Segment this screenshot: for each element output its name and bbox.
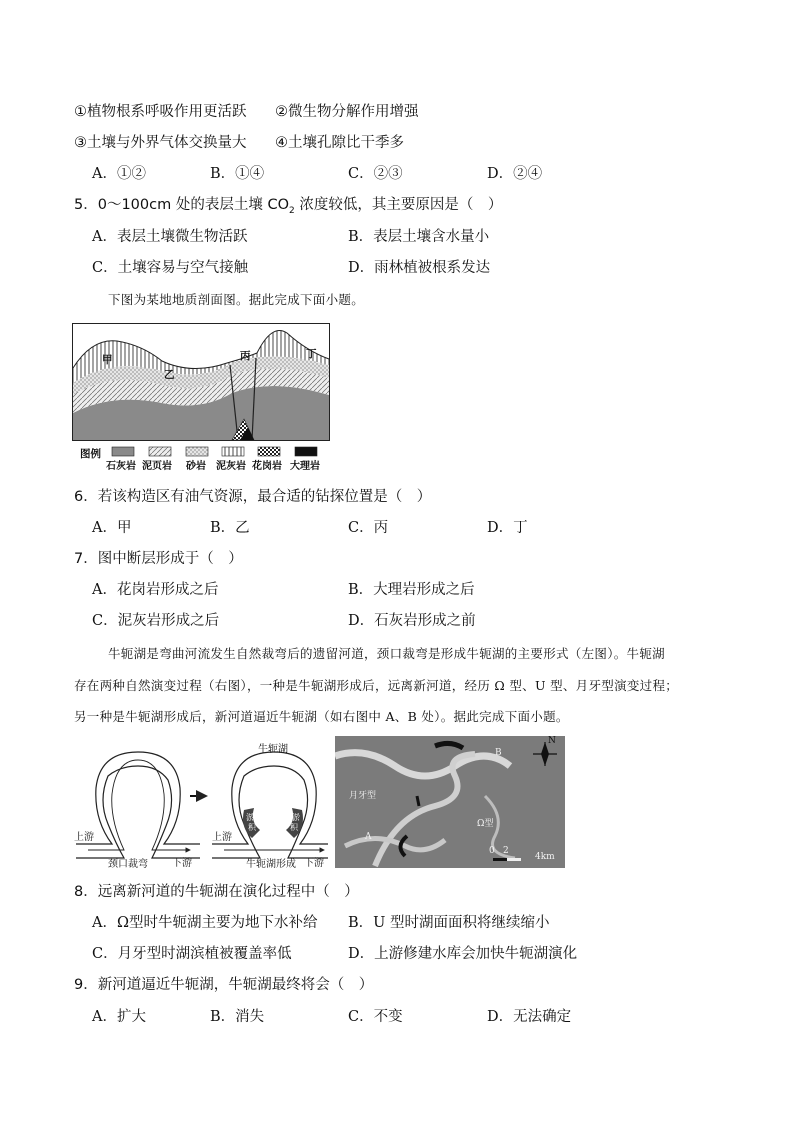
q6-option-c[interactable]: C．丙 — [348, 520, 389, 536]
q4-statement-4: ④土壤孔隙比干季多 — [275, 135, 404, 151]
legend-label-marl: 泥灰岩 — [216, 461, 246, 472]
q9-option-a[interactable]: A．扩大 — [92, 1009, 146, 1025]
q5-stem-post: 浓度较低，其主要原因是（ ） — [294, 197, 503, 213]
left-upstream-label: 上游 — [74, 832, 94, 843]
deposit-mark-left-1: 淤 — [246, 813, 254, 822]
q5-stem — [74, 195, 502, 221]
q7-option-b[interactable]: B．大理岩形成之后 — [348, 582, 475, 598]
left-caption: 颈口裁弯 — [108, 859, 148, 870]
deposit-mark-right-1: 淤 — [292, 813, 300, 822]
q7-stem: 7．图中断层形成于（ ） — [74, 551, 243, 567]
legend-label-marble: 大理岩 — [290, 461, 320, 472]
right-title: 牛轭湖 — [258, 744, 288, 755]
legend-swatch-limestone — [112, 447, 134, 456]
label-jia: 甲 — [102, 354, 113, 366]
right-caption: 牛轭湖形成 — [246, 859, 296, 870]
right-upstream-label: 上游 — [212, 832, 232, 843]
q8-option-d[interactable]: D．上游修建水库会加快牛轭湖演化 — [348, 946, 578, 962]
q8-stem: 8．远离新河道的牛轭湖在演化过程中（ ） — [74, 884, 359, 900]
q8-option-b[interactable]: B．U 型时湖面面积将继续缩小 — [348, 915, 550, 931]
intro-oxbow-line2: 存在两种自然演变过程（右图），一种是牛轭湖形成后，远离新河道，经历 Ω 型、U 型、月牙型演变过程； — [74, 678, 679, 693]
q5-option-b[interactable]: B．表层土壤含水量小 — [348, 229, 490, 245]
photo-label-b: B — [495, 748, 502, 758]
legend-swatch-shale — [149, 447, 171, 456]
oxbow-schematic-figure — [72, 740, 330, 870]
intro-geology: 下图为某地地质剖面图。据此完成下面小题。 — [108, 292, 365, 307]
q4-option-b[interactable]: B．①④ — [210, 166, 265, 182]
q6-option-a[interactable]: A．甲 — [92, 520, 132, 536]
left-downstream-label: 下游 — [172, 858, 192, 869]
intro-oxbow-line1: 牛轭湖是弯曲河流发生自然裁弯后的遗留河道，颈口裁弯是形成牛轭湖的主要形式（左图）。牛轭湖 — [108, 646, 665, 661]
q5-option-d[interactable]: D．雨林植被根系发达 — [348, 260, 491, 276]
scale-label-2: 2 — [503, 846, 509, 856]
satellite-photo — [335, 736, 565, 868]
legend-label-sandstone: 砂岩 — [186, 461, 206, 472]
q5-option-c[interactable]: C．土壤容易与空气接触 — [92, 260, 249, 276]
scale-label-4km: 4km — [535, 852, 555, 862]
photo-label-moon: 月牙型 — [349, 791, 377, 801]
q4-statement-2: ②微生物分解作用增强 — [275, 104, 419, 120]
legend-swatch-marl — [222, 447, 244, 456]
label-bing: 丙 — [240, 350, 251, 362]
legend-label-shale: 泥页岩 — [142, 461, 172, 472]
photo-label-a: A — [365, 832, 372, 842]
q5-stem-pre: 5．0～100cm 处的表层土壤 CO — [74, 197, 289, 213]
legend-swatch-marble — [295, 447, 317, 456]
legend-label-limestone: 石灰岩 — [106, 461, 136, 472]
q4-statement-1: ①植物根系呼吸作用更活跃 — [74, 104, 247, 120]
q5-stem-sub: 2 — [288, 205, 295, 216]
q5-option-a[interactable]: A．表层土壤微生物活跃 — [92, 229, 248, 245]
q8-option-c[interactable]: C．月牙型时湖滨植被覆盖率低 — [92, 946, 292, 962]
intro-oxbow-line3: 另一种是牛轭湖形成后，新河道逼近牛轭湖（如右图中 A、B 处）。据此完成下面小题。 — [74, 709, 569, 724]
photo-label-omega: Ω型 — [477, 819, 494, 829]
north-label: N — [548, 736, 556, 746]
q6-option-b[interactable]: B．乙 — [210, 520, 250, 536]
q6-stem: 6．若该构造区有油气资源，最合适的钻探位置是（ ） — [74, 489, 432, 505]
q4-statement-3: ③土壤与外界气体交换量大 — [74, 135, 247, 151]
q6-option-d[interactable]: D．丁 — [487, 520, 528, 536]
label-yi: 乙 — [164, 369, 175, 381]
river-photo-drawing — [335, 736, 565, 868]
scale-label-0: 0 — [489, 846, 495, 856]
right-downstream-label: 下游 — [304, 858, 324, 869]
deposit-mark-right-2: 积 — [290, 823, 298, 832]
deposit-mark-left-2: 积 — [248, 823, 256, 832]
legend-swatch-sandstone — [186, 447, 208, 456]
q7-option-d[interactable]: D．石灰岩形成之前 — [348, 613, 476, 629]
q4-option-a[interactable]: A．①② — [92, 166, 146, 182]
q9-option-c[interactable]: C．不变 — [348, 1009, 403, 1025]
q8-option-a[interactable]: A．Ω型时牛轭湖主要为地下水补给 — [92, 915, 318, 931]
q4-option-d[interactable]: D．②④ — [487, 166, 543, 182]
q9-option-d[interactable]: D．无法确定 — [487, 1009, 572, 1025]
q9-stem: 9．新河道逼近牛轭湖，牛轭湖最终将会（ ） — [74, 977, 374, 993]
legend-title: 图例 — [80, 448, 101, 460]
q4-option-c[interactable]: C．②③ — [348, 166, 403, 182]
label-ding: 丁 — [306, 348, 317, 360]
q9-option-b[interactable]: B．消失 — [210, 1009, 265, 1025]
q7-option-a[interactable]: A．花岗岩形成之后 — [92, 582, 219, 598]
geologic-section-figure — [72, 323, 330, 473]
legend-label-granite: 花岗岩 — [252, 461, 282, 472]
q7-option-c[interactable]: C．泥灰岩形成之后 — [92, 613, 220, 629]
legend-swatch-granite — [258, 447, 280, 456]
